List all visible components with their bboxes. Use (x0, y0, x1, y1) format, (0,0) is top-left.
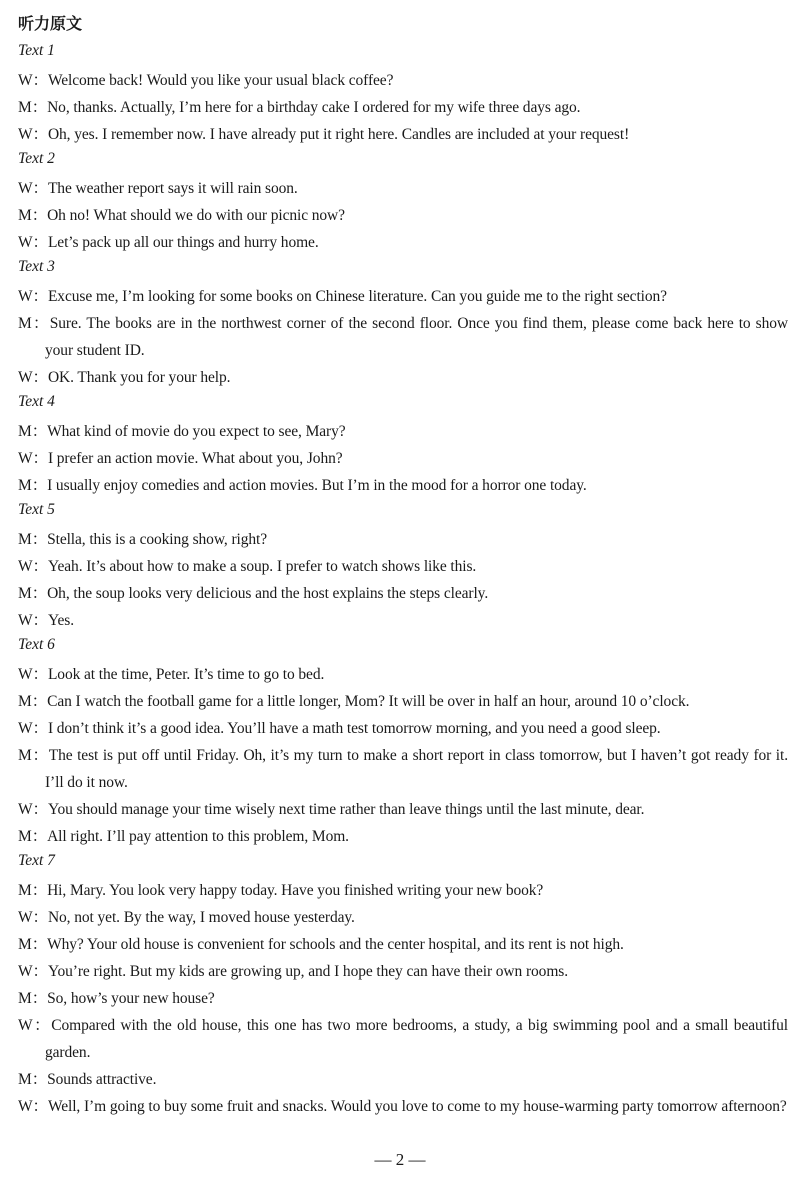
utterance-text: Sure. The books are in the northwest corner of the second floor. Once you find them, please come back here to show your student ID. (45, 315, 788, 359)
speaker-separator: ： (32, 1098, 48, 1115)
utterance-text: You should manage your time wisely next time rather than leave things until the last minute, dear. (47, 801, 645, 818)
utterance-text: Sounds attractive. (47, 1071, 157, 1088)
dialogue-line (18, 607, 788, 634)
speaker-separator: ： (31, 747, 49, 764)
speaker-separator: ： (31, 315, 50, 332)
utterance-text: I usually enjoy comedies and action movies. But I’m in the mood for a horror one today. (47, 477, 587, 494)
dialogue-line (18, 823, 788, 850)
dialogue-line (18, 526, 788, 553)
dialogue-line (18, 121, 788, 148)
speaker-label: W (18, 1098, 33, 1115)
text-section-label: Text 6 (18, 636, 55, 653)
dialogue-line (18, 877, 788, 904)
dialogue-line (18, 985, 788, 1012)
utterance-text: What kind of movie do you expect to see, Mary? (47, 423, 346, 440)
speaker-label: M (18, 207, 32, 224)
utterance-text: Oh no! What should we do with our picnic now? (47, 207, 345, 224)
utterance-text: OK. Thank you for your help. (47, 369, 231, 386)
speaker-label: W (18, 234, 33, 251)
utterance-text: No, thanks. Actually, I’m here for a birthday cake I ordered for my wife three days ago. (47, 99, 581, 116)
dialogue-line (18, 418, 788, 445)
speaker-label: W (18, 1017, 33, 1034)
dialogue-line (18, 67, 788, 94)
speaker-label: W (18, 72, 33, 89)
dialogue-line (18, 958, 788, 985)
speaker-label: M (18, 882, 32, 899)
speaker-label: W (18, 369, 33, 386)
speaker-label: M (18, 423, 32, 440)
utterance-text: Compared with the old house, this one has two more bedrooms, a study, a big swimming pool and a small beautiful garden. (45, 1017, 788, 1061)
speaker-label: W (18, 450, 33, 467)
speaker-label: M (18, 1071, 32, 1088)
dialogue-line (18, 94, 788, 121)
text-section-label: Text 5 (18, 501, 55, 518)
utterance-text: So, how’s your new house? (47, 990, 215, 1007)
dialogue-line (18, 661, 788, 688)
utterance-text: I prefer an action movie. What about you, John? (47, 450, 343, 467)
speaker-separator: ： (32, 72, 48, 89)
speaker-separator: ： (31, 99, 48, 116)
dialogue-line (18, 796, 788, 823)
speaker-separator: ： (32, 234, 48, 251)
speaker-label: W (18, 126, 33, 143)
speaker-label: W (18, 288, 33, 305)
speaker-separator: ： (32, 720, 48, 737)
speaker-label: M (18, 585, 32, 602)
speaker-separator: ： (32, 666, 48, 683)
speaker-label: M (18, 531, 32, 548)
speaker-separator: ： (32, 450, 48, 467)
speaker-separator: ： (32, 612, 48, 629)
text-section-label: Text 1 (18, 42, 55, 59)
speaker-separator: ： (31, 585, 48, 602)
speaker-separator: ： (31, 423, 48, 440)
text-section-label: Text 4 (18, 393, 55, 410)
utterance-text: Oh, yes. I remember now. I have already put it right here. Candles are included at your request! (47, 126, 630, 143)
speaker-separator: ： (31, 828, 48, 845)
speaker-label: M (18, 99, 32, 116)
speaker-label: W (18, 909, 33, 926)
speaker-separator: ： (32, 909, 48, 926)
speaker-separator: ： (32, 963, 48, 980)
utterance-text: Look at the time, Peter. It’s time to go to bed. (47, 666, 325, 683)
page-number: — 2 — (374, 1150, 426, 1169)
utterance-text: No, not yet. By the way, I moved house yesterday. (47, 909, 355, 926)
text-section-label: Text 3 (18, 258, 55, 275)
speaker-label: W (18, 801, 33, 818)
dialogue-line (18, 310, 788, 364)
utterance-text: Welcome back! Would you like your usual black coffee? (47, 72, 394, 89)
transcript-body (18, 40, 788, 1120)
speaker-separator: ： (32, 180, 48, 197)
speaker-separator: ： (31, 531, 48, 548)
utterance-text: You’re right. But my kids are growing up, and I hope they can have their own rooms. (47, 963, 568, 980)
dialogue-line (18, 175, 788, 202)
dialogue-line (18, 688, 788, 715)
dialogue-line (18, 1012, 788, 1066)
dialogue-line (18, 283, 788, 310)
speaker-separator: ： (31, 1071, 48, 1088)
dialogue-line (18, 715, 788, 742)
utterance-text: Yes. (47, 612, 74, 629)
speaker-separator: ： (31, 693, 48, 710)
utterance-text: Let’s pack up all our things and hurry home. (47, 234, 319, 251)
speaker-label: W (18, 720, 33, 737)
speaker-label: M (18, 747, 32, 764)
dialogue-line (18, 904, 788, 931)
speaker-label: W (18, 963, 33, 980)
speaker-separator: ： (31, 936, 48, 953)
speaker-label: M (18, 477, 32, 494)
speaker-label: W (18, 558, 33, 575)
speaker-label: M (18, 828, 32, 845)
speaker-separator: ： (32, 558, 48, 575)
dialogue-line (18, 229, 788, 256)
speaker-separator: ： (32, 1017, 52, 1034)
speaker-separator: ： (32, 126, 48, 143)
speaker-label: W (18, 666, 33, 683)
utterance-text: The weather report says it will rain soon. (47, 180, 298, 197)
text-section-label: Text 2 (18, 150, 55, 167)
dialogue-line (18, 553, 788, 580)
utterance-text: All right. I’ll pay attention to this problem, Mom. (47, 828, 349, 845)
dialogue-line (18, 445, 788, 472)
dialogue-line (18, 202, 788, 229)
dialogue-line (18, 472, 788, 499)
dialogue-line (18, 931, 788, 958)
utterance-text: Yeah. It’s about how to make a soup. I prefer to watch shows like this. (47, 558, 477, 575)
utterance-text: Hi, Mary. You look very happy today. Have you finished writing your new book? (47, 882, 544, 899)
dialogue-line (18, 1066, 788, 1093)
speaker-separator: ： (31, 207, 48, 224)
speaker-label: M (18, 315, 32, 332)
speaker-label: W (18, 612, 33, 629)
utterance-text: Well, I’m going to buy some fruit and snacks. Would you love to come to my house-warming party tomorrow afternoon? (47, 1098, 787, 1115)
speaker-label: M (18, 936, 32, 953)
speaker-label: M (18, 693, 32, 710)
utterance-text: Stella, this is a cooking show, right? (47, 531, 268, 548)
dialogue-line (18, 1093, 788, 1120)
speaker-separator: ： (31, 990, 48, 1007)
utterance-text: I don’t think it’s a good idea. You’ll have a math test tomorrow morning, and you need a good sleep. (47, 720, 661, 737)
speaker-separator: ： (31, 477, 48, 494)
dialogue-line (18, 580, 788, 607)
text-section-label: Text 7 (18, 852, 55, 869)
speaker-separator: ： (32, 369, 48, 386)
speaker-separator: ： (32, 288, 48, 305)
dialogue-line (18, 364, 788, 391)
speaker-separator: ： (32, 801, 48, 818)
page-heading: 听力原文 (18, 14, 83, 33)
utterance-text: Excuse me, I’m looking for some books on Chinese literature. Can you guide me to the right section? (47, 288, 667, 305)
utterance-text: Oh, the soup looks very delicious and the host explains the steps clearly. (47, 585, 489, 602)
speaker-label: W (18, 180, 33, 197)
utterance-text: Why? Your old house is convenient for schools and the center hospital, and its rent is not high. (47, 936, 624, 953)
utterance-text: Can I watch the football game for a little longer, Mom? It will be over in half an hour, around 10 o’clock. (47, 693, 690, 710)
utterance-text: The test is put off until Friday. Oh, it’s my turn to make a short report in class tomorrow, but I haven’t got ready for it. I’ll do it now. (45, 747, 788, 791)
speaker-label: M (18, 990, 32, 1007)
dialogue-line (18, 742, 788, 796)
speaker-separator: ： (31, 882, 48, 899)
